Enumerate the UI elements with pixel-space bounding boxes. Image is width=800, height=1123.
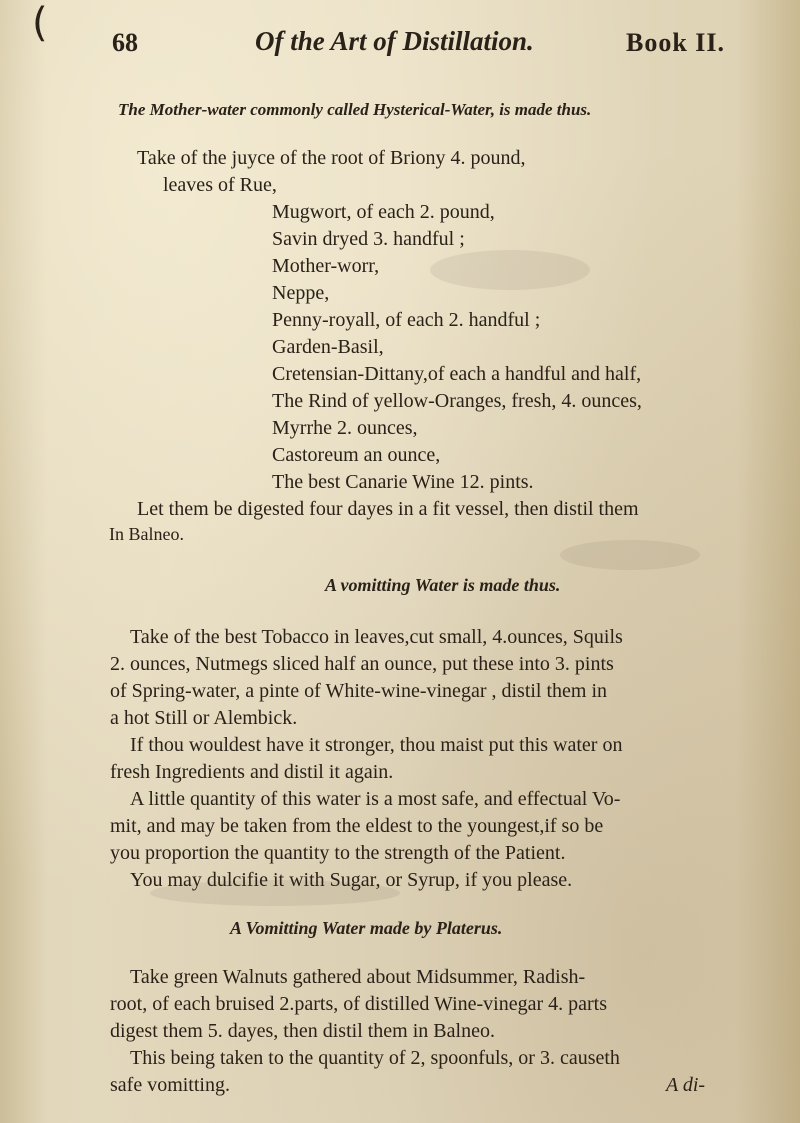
text-line: digest them 5. dayes, then distil them in Balneo. <box>110 1020 495 1042</box>
text-line: Take green Walnuts gathered about Midsummer, Radish- <box>130 966 586 988</box>
book-label: Book II. <box>626 28 726 57</box>
catchword: A di- <box>666 1074 706 1096</box>
text-line: Savin dryed 3. handful ; <box>272 228 465 250</box>
text-line: Mugwort, of each 2. pound, <box>272 201 495 223</box>
text-line: Take of the best Tobacco in leaves,cut small, 4.ounces, Squils <box>130 626 623 648</box>
text-line: you proportion the quantity to the strength of the Patient. <box>110 842 566 864</box>
text-line: root, of each bruised 2.parts, of distilled Wine-vinegar 4. parts <box>110 993 608 1015</box>
text-line: mit, and may be taken from the eldest to the youngest,if so be <box>110 815 604 837</box>
text-line: Let them be digested four dayes in a fit vessel, then distil them <box>137 498 639 520</box>
text-line: If thou wouldest have it stronger, thou maist put this water on <box>130 734 623 756</box>
text-line: You may dulcifie it with Sugar, or Syrup, if you please. <box>130 869 573 891</box>
text-line: Cretensian-Dittany,of each a handful and half, <box>272 363 642 385</box>
text-line: Garden-Basil, <box>272 336 384 358</box>
text-line: A little quantity of this water is a most safe, and effectual Vo- <box>130 788 621 810</box>
paper-stain <box>150 880 400 906</box>
section-title-vomitting-water: A vomitting Water is made thus. <box>325 575 561 595</box>
paper-stain <box>430 250 590 290</box>
text-line: 2. ounces, Nutmegs sliced half an ounce, put these into 3. pints <box>110 653 614 675</box>
section-title-hysterical-water: The Mother-water commonly called Hysterical-Water, is made thus. <box>118 100 592 119</box>
text-line: leaves of Rue, <box>163 174 277 196</box>
text-line: Neppe, <box>272 282 330 304</box>
text-line: Take of the juyce of the root of Briony 4. pound, <box>137 147 526 169</box>
text-line: fresh Ingredients and distil it again. <box>110 761 394 783</box>
section-title-platerus: A Vomitting Water made by Platerus. <box>230 918 503 938</box>
text-line: This being taken to the quantity of 2, spoonfuls, or 3. causeth <box>130 1047 620 1069</box>
page-header <box>0 22 800 66</box>
text-line: a hot Still or Alembick. <box>110 707 298 729</box>
page-number: 68 <box>112 28 138 57</box>
text-line: of Spring-water, a pinte of White-wine-vinegar , distil them in <box>110 680 608 702</box>
running-title: Of the Art of Distillation. <box>255 26 534 56</box>
text-line: Myrrhe 2. ounces, <box>272 417 418 439</box>
text-line: Mother-worr, <box>272 255 380 277</box>
text-line: Castoreum an ounce, <box>272 444 441 466</box>
paper-stain <box>560 540 700 570</box>
text-line: The Rind of yellow-Oranges, fresh, 4. ounces, <box>272 390 642 412</box>
text-line: The best Canarie Wine 12. pints. <box>272 471 534 493</box>
text-line: Penny-royall, of each 2. handful ; <box>272 309 541 331</box>
text-line: safe vomitting. <box>110 1074 230 1096</box>
text-line: In Balneo. <box>109 524 184 544</box>
page-edge-mark: ( <box>32 0 48 46</box>
